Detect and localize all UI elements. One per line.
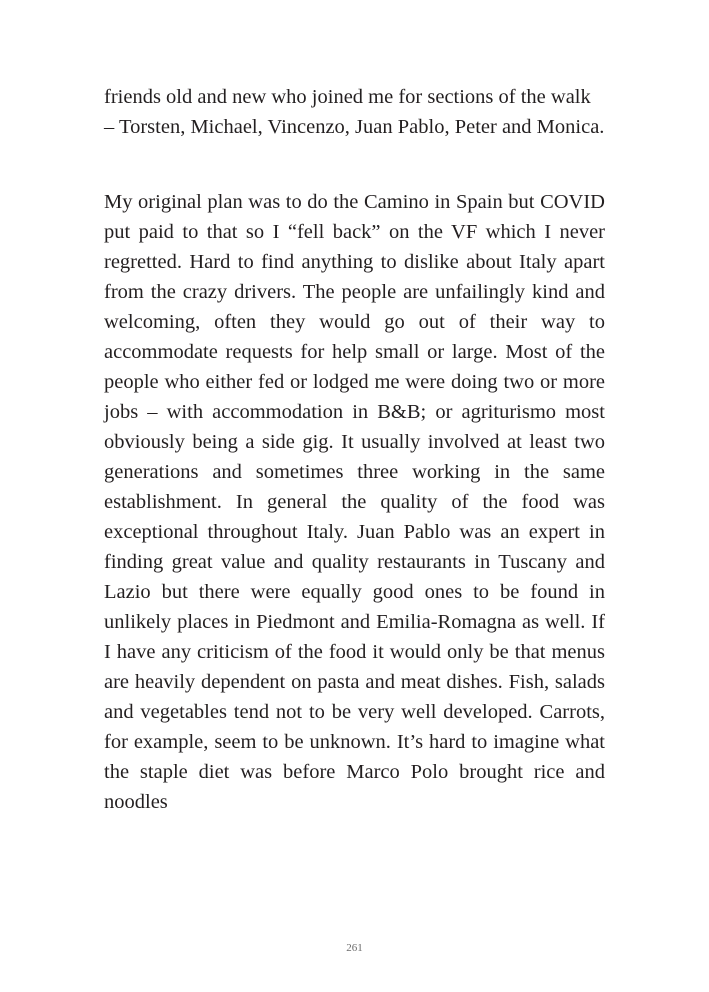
paragraph-continuation: friends old and new who joined me for sections of the walk – Torsten, Michael, Vincenzo, Juan Pablo, Peter and Monica.	[104, 86, 605, 138]
paragraph-main: My original plan was to do the Camino in Spain but COVID put paid to that so I “fell back” on the VF which I never regretted. Hard to find anything to dislike about Italy apart from the crazy drivers. The people are unfailingly kind and welcoming, often they would go out of their way to accommodate requests for help small or large. Most of the people who either fed or lodged me were doing two or more jobs – with accommodation in B&B; or agriturismo most obviously being a side gig. It usually involved at least two generations and sometimes three working in the same establishment. In general the quality of the food was exceptional throughout Italy. Juan Pablo was an expert in finding great value and quality restaurants in Tuscany and Lazio but there were equally good ones to be found in unlikely places in Piedmont and Emilia-Romagna as well. If I have any criticism of the food it would only be that menus are heavily dependent on pasta and meat dishes. Fish, salads and vegetables tend not to be very well developed. Carrots, for example, seem to be unknown. It’s hard to imagine what the staple diet was before Marco Polo brought rice and noodles	[104, 191, 605, 813]
page-number: 261	[346, 942, 363, 954]
